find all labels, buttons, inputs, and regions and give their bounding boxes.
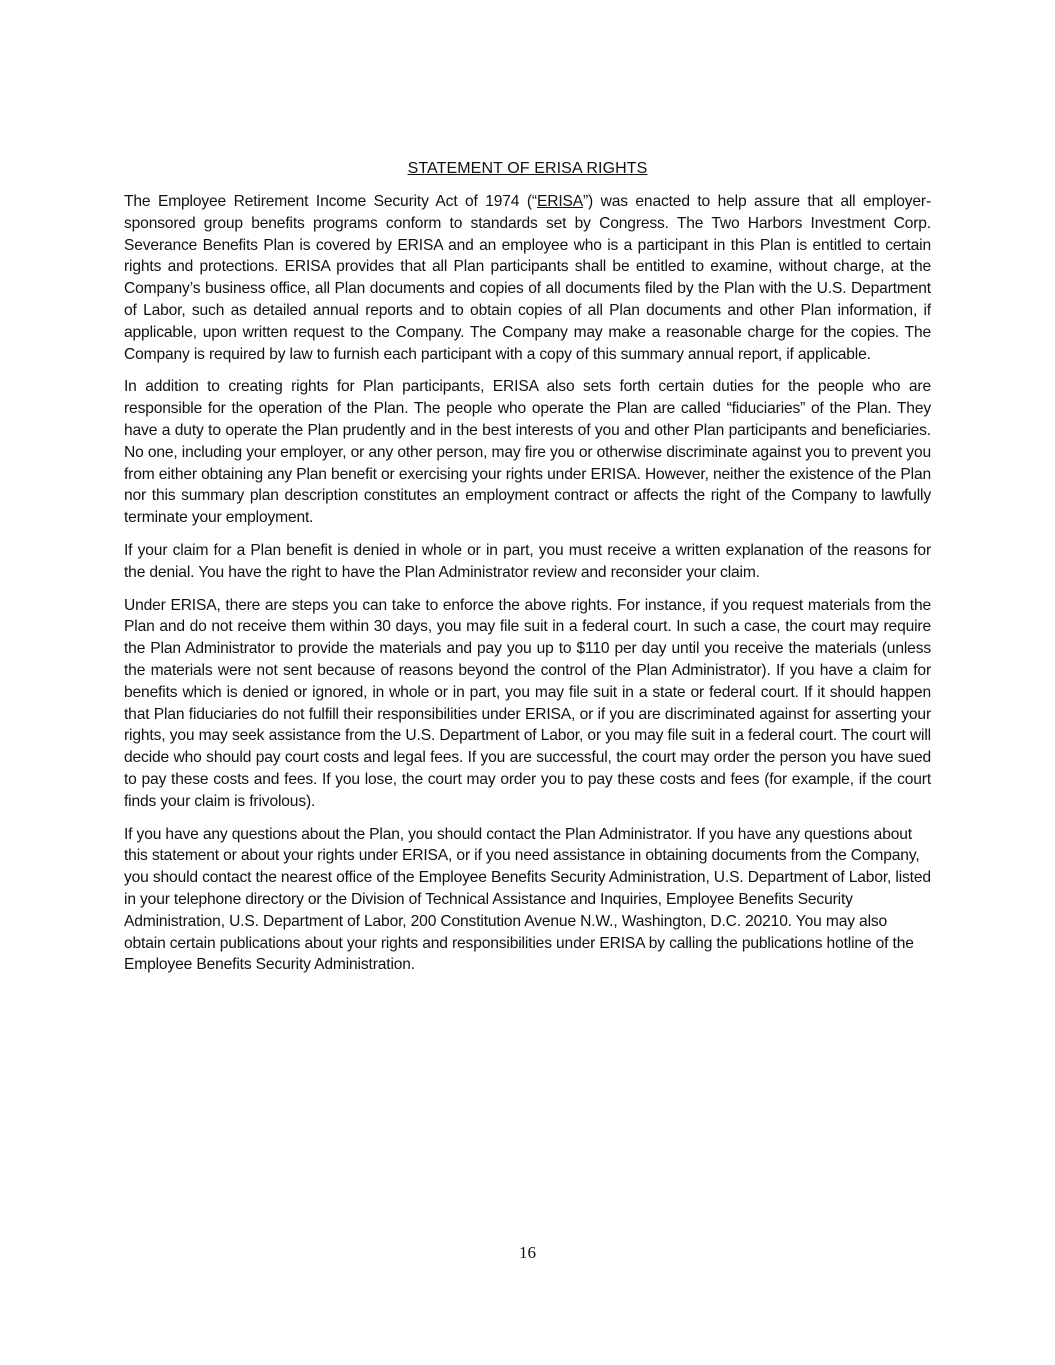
page-number: 16 [519, 1243, 536, 1262]
paragraph-fiduciary-duties: In addition to creating rights for Plan participants, ERISA also sets forth certain duties for the people who are responsible for the operation of the Plan. The people who operate the Plan are called “fiduciaries” of the Plan. They have a duty to operate the Plan prudently and in the best interests of you and other Plan participants and beneficiaries. No one, including your employer, or any other person, may fire you or otherwise discriminate against you to prevent you from either obtaining any Plan benefit or exercising your rights under ERISA. However, neither the existence of the Plan nor this summary plan description constitutes an employment contract or affects the right of the Company to lawfully terminate your employment. [124, 378, 931, 527]
page-title: STATEMENT OF ERISA RIGHTS [407, 160, 648, 177]
defined-term-erisa: ERISA [536, 193, 583, 210]
paragraph-claim-denial: If your claim for a Plan benefit is denied in whole or in part, you must receive a written explanation of the reasons for the denial. You have the right to have the Plan Administrator review and reconsider your claim. [124, 541, 931, 581]
document-body [124, 191, 931, 987]
paragraph-1-lead: The Employee Retirement Income Security Act of 1974 (“ [124, 193, 537, 210]
paragraph-1-rest: ”) was enacted to help assure that all employer-sponsored group benefits programs conform to standards set by Congress. The Two Harbors Investment Corp. Severance Benefits Plan is covered by ERISA and an employee who is a participant in this Plan is entitled to certain rights and protections. ERISA provides that all Plan participants shall be entitled to examine, without charge, at the Company’s business office, all Plan documents and copies of all documents filed by the Plan with the U.S. Department of Labor, such as detailed annual reports and to obtain copies of all Plan documents and other Plan information, if applicable, upon written request to the Company. The Company may make a reasonable charge for the copies. The Company is required by law to furnish each participant with a copy of this summary annual report, if applicable. [124, 193, 931, 363]
paragraph-enforce-rights: Under ERISA, there are steps you can take to enforce the above rights. For instance, if you request materials from the Plan and do not receive them within 30 days, you may file suit in a federal court. In such a case, the court may require the Plan Administrator to provide the materials and pay you up to $110 per day until you receive the materials (unless the materials were not sent because of reasons beyond the control of the Plan Administrator). If you have a claim for benefits which is denied or ignored, in whole or in part, you may file suit in a state or federal court. If it should happen that Plan fiduciaries do not fulfill their responsibilities under ERISA, or if you are discriminated against for asserting your rights, you may seek assistance from the U.S. Department of Labor, or you may file suit in a federal court. The court will decide who should pay court costs and legal fees. If you are successful, the court may order the person you have sued to pay these costs and fees. If you lose, the court may order you to pay these costs and fees (for example, if the court finds your claim is frivolous). [124, 596, 931, 810]
paragraph-erisa-overview [124, 191, 931, 365]
paragraph-questions-contact: If you have any questions about the Plan, you should contact the Plan Administrator. If you have any questions about this statement or about your rights under ERISA, or if you need assistance in obtaining documents from the Company, you should contact the nearest office of the Employee Benefits Security Administration, U.S. Department of Labor, listed in your telephone directory or the Division of Technical Assistance and Inquiries, Employee Benefits Security Administration, U.S. Department of Labor, 200 Constitution Avenue N.W., Washington, D.C. 20210. You may also obtain certain publications about your rights and responsibilities under ERISA by calling the publications hotline of the Employee Benefits Security Administration. [124, 825, 931, 974]
